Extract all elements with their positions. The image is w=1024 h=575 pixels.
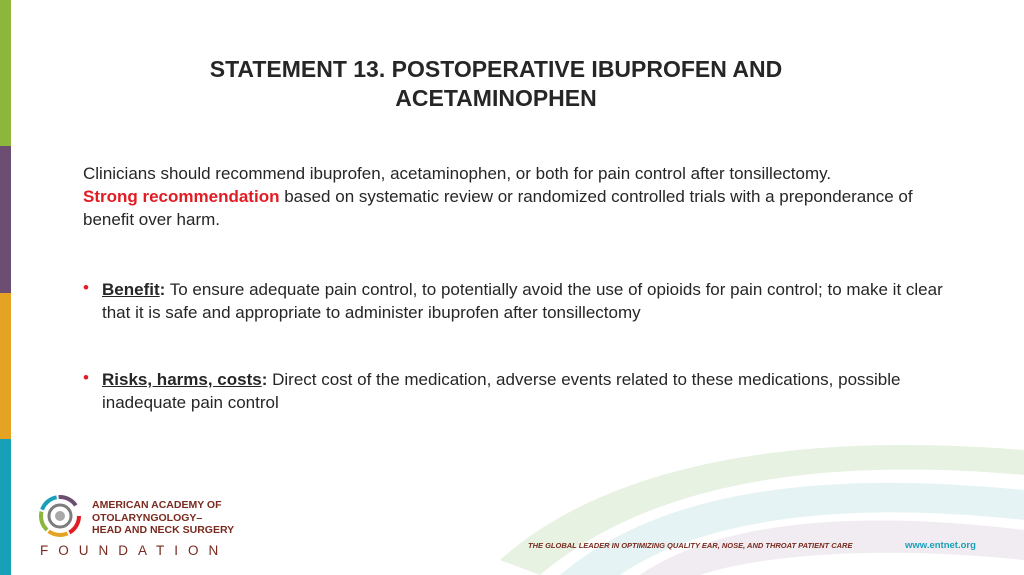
bullet-marker: • <box>83 278 89 297</box>
title-line-2: ACETAMINOPHEN <box>395 85 597 111</box>
tagline: THE GLOBAL LEADER IN OPTIMIZING QUALITY EAR, NOSE, AND THROAT PATIENT CARE <box>528 541 853 550</box>
org-line-3: HEAD AND NECK SURGERY <box>92 524 235 536</box>
strength-text: based on systematic review or randomized controlled trials with a preponderance of benefit over harm. <box>83 187 913 229</box>
title-line-1: STATEMENT 13. POSTOPERATIVE IBUPROFEN AND <box>209 56 783 82</box>
slide-title <box>140 55 852 113</box>
bullet-text: To ensure adequate pain control, to potentially avoid the use of opioids for pain control; to make it clear that it is safe and appropriate to administer ibuprofen after tonsillectomy <box>102 280 943 322</box>
website-link[interactable]: www.entnet.org <box>905 540 976 551</box>
bullet-benefit <box>83 278 963 324</box>
bullet-label: Benefit <box>102 280 160 299</box>
statement-paragraph <box>83 162 963 231</box>
aao-hns-foundation-logo-icon <box>38 494 82 538</box>
bullet-marker: • <box>83 368 89 387</box>
bullet-colon: : <box>261 370 268 389</box>
statement-text: Clinicians should recommend ibuprofen, acetaminophen, or both for pain control after tonsillectomy. <box>83 164 832 183</box>
org-line-1: AMERICAN ACADEMY OF <box>92 499 222 511</box>
bullet-text: Direct cost of the medication, adverse events related to these medications, possible inadequate pain control <box>102 370 901 412</box>
strength-label: Strong recommendation <box>83 187 280 206</box>
bullet-colon: : <box>159 280 166 299</box>
foundation-label: FOUNDATION <box>40 543 229 558</box>
org-line-2: OTOLARYNGOLOGY– <box>92 511 203 524</box>
bullet-risks <box>83 368 963 414</box>
bullet-label: Risks, harms, costs <box>102 370 262 389</box>
org-name <box>92 499 234 537</box>
